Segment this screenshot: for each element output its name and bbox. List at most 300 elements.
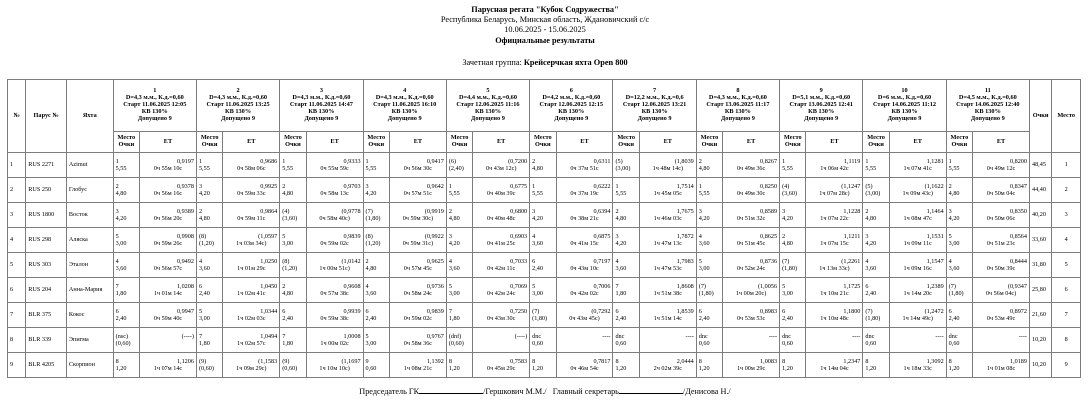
race-et-time: 0ч 43м 10с bbox=[570, 265, 599, 272]
et-header: ET bbox=[639, 132, 696, 153]
total-points: 21,60 bbox=[1029, 303, 1051, 328]
race-et bbox=[473, 278, 530, 303]
race-header-line4: Допущено 9 bbox=[221, 114, 256, 122]
race-et-coef: 0,9703 bbox=[343, 182, 361, 190]
race-place-points bbox=[446, 278, 472, 303]
table-row bbox=[8, 253, 1081, 278]
race-et-time: 0ч 43м 12с) bbox=[485, 165, 517, 172]
race-et bbox=[973, 278, 1030, 303]
race-place: 7 bbox=[448, 307, 452, 315]
race-points: 1,20 bbox=[532, 365, 543, 372]
race-header-line2: Старт 13.06.2025 11:17 bbox=[706, 101, 770, 109]
race-et-time: 1ч 07м 22с bbox=[820, 215, 849, 222]
race-place: 2 bbox=[448, 207, 452, 215]
race-et-coef: 0,9378 bbox=[176, 182, 194, 190]
race-points: (3,00) bbox=[865, 190, 881, 197]
race-et-time: 1ч 46м 03с bbox=[653, 215, 682, 222]
race-et bbox=[639, 353, 696, 378]
race-place: 5 bbox=[948, 232, 952, 240]
race-et-coef: 1,7514 bbox=[676, 182, 694, 190]
race-et-time bbox=[642, 340, 694, 347]
race-et-coef: 0,8267 bbox=[760, 157, 778, 165]
race-et-time: 1ч 03м 34с) bbox=[236, 240, 267, 247]
race-place-points bbox=[363, 178, 389, 203]
race-points: 2,40 bbox=[365, 315, 377, 322]
col-no-header: № bbox=[8, 80, 26, 153]
place-points-header: Место Очки bbox=[613, 132, 639, 153]
total-points: 31,80 bbox=[1029, 253, 1051, 278]
race-place: 5 bbox=[782, 282, 786, 290]
race-et-time: 0ч 37м 51с bbox=[570, 165, 599, 172]
race-place-points bbox=[946, 353, 972, 378]
race-et-time bbox=[475, 340, 527, 347]
race-place: 3 bbox=[448, 232, 452, 240]
race-et-coef: 1,0344 bbox=[260, 307, 278, 315]
total-points: 25,80 bbox=[1029, 278, 1051, 303]
race-et-coef: 0,9736 bbox=[426, 282, 444, 290]
race-header-line2: Старт 13.06.2025 12:41 bbox=[789, 101, 853, 109]
race-place-points bbox=[696, 328, 722, 353]
race-et bbox=[140, 178, 197, 203]
race-et-time: 0ч 42м 24с bbox=[487, 290, 516, 297]
place-points-header: Место Очки bbox=[780, 132, 806, 153]
race-points: 0,60 bbox=[948, 340, 960, 347]
yacht-name: Эпигма bbox=[66, 328, 113, 353]
race-place: (8) bbox=[198, 232, 207, 240]
race-place: 2 bbox=[365, 257, 369, 265]
race-points: 4,80 bbox=[115, 190, 127, 197]
race-place-points bbox=[446, 153, 472, 178]
race-et-coef: ---- bbox=[935, 332, 944, 340]
race-et-coef: 1,1281 bbox=[926, 157, 944, 165]
race-place-points bbox=[446, 203, 472, 228]
race-et-time: 0ч 55м 10с bbox=[153, 165, 183, 172]
race-header-num: 9 bbox=[819, 87, 823, 95]
race-points: 2,40 bbox=[698, 315, 710, 322]
race-et-time: 1ч 10м 21с bbox=[820, 290, 849, 297]
race-place: 1 bbox=[698, 182, 702, 190]
race-points: 3,00 bbox=[448, 290, 460, 297]
table-row bbox=[8, 328, 1081, 353]
race-et-time bbox=[725, 340, 777, 347]
race-et-coef: 1,8539 bbox=[676, 307, 694, 315]
race-points: 2,40 bbox=[615, 315, 627, 322]
race-points: (1,80) bbox=[365, 215, 381, 222]
race-place-points bbox=[863, 328, 889, 353]
document-header bbox=[0, 5, 1090, 46]
race-place: 3 bbox=[948, 207, 952, 215]
race-et-coef: 0,7006 bbox=[593, 282, 611, 290]
race-place-points bbox=[196, 303, 222, 328]
total-points: 10,20 bbox=[1029, 328, 1051, 353]
race-place-points bbox=[613, 228, 639, 253]
race-et-coef: 1,2347 bbox=[843, 357, 861, 365]
race-et-time: 1ч 01м 08с bbox=[986, 365, 1016, 372]
yacht-name: Скорпион bbox=[66, 353, 113, 378]
row-number: 4 bbox=[8, 228, 26, 253]
place-points-header: Место Очки bbox=[530, 132, 556, 153]
race-place-points bbox=[780, 228, 806, 253]
race-et-time: 0ч 57м 38с bbox=[320, 290, 349, 297]
race-et bbox=[306, 178, 363, 203]
race-et-time: 0ч 56м 20с bbox=[153, 215, 183, 222]
race-place-points bbox=[530, 278, 556, 303]
race-header-line1: D=6 м.м., К.д.=0,60 bbox=[877, 94, 932, 102]
race-points: 4,20 bbox=[448, 240, 460, 247]
race-points: (1,80) bbox=[698, 290, 714, 297]
race-et-time: 0ч 58м 40с) bbox=[319, 215, 350, 222]
race-et bbox=[140, 203, 197, 228]
race-points: 4,80 bbox=[615, 215, 627, 222]
race-et-time: 0ч 49м 12с bbox=[986, 165, 1016, 172]
race-et bbox=[223, 228, 280, 253]
race-et-coef: 0,8444 bbox=[1009, 257, 1027, 265]
race-place: 5 bbox=[365, 332, 369, 340]
race-place: dnc bbox=[782, 332, 791, 340]
race-et-time bbox=[892, 340, 944, 347]
race-et-coef: (1,1247 bbox=[841, 182, 861, 190]
race-et bbox=[889, 353, 946, 378]
scoring-group-label: Зачетная группа: bbox=[462, 58, 522, 67]
race-et bbox=[140, 153, 197, 178]
race-points: (1,80) bbox=[865, 315, 881, 322]
yacht-name: Azimut bbox=[66, 153, 113, 178]
race-et bbox=[889, 228, 946, 253]
race-place: 4 bbox=[532, 232, 536, 240]
race-place-points bbox=[280, 178, 306, 203]
sail-number: RUS 303 bbox=[26, 253, 67, 278]
race-place-points bbox=[780, 278, 806, 303]
regatta-dates: 10.06.2025 - 15.06.2025 bbox=[504, 25, 586, 35]
race-et-coef: (0,9778 bbox=[341, 207, 361, 215]
race-points: 4,20 bbox=[782, 215, 793, 222]
race-header-line4: Допущено 9 bbox=[970, 114, 1005, 122]
race-et-time: 1ч 48м 14с) bbox=[652, 165, 684, 172]
sail-number: RUS 298 bbox=[26, 228, 67, 253]
race-points: 4,80 bbox=[282, 290, 294, 297]
race-et-coef: (0,7292 bbox=[591, 307, 611, 315]
race-points: 3,60 bbox=[448, 265, 460, 272]
et-header: ET bbox=[806, 132, 863, 153]
race-place-points bbox=[530, 228, 556, 253]
race-et bbox=[389, 328, 446, 353]
race-et-time: 0ч 59м 33с bbox=[237, 190, 266, 197]
race-place-points bbox=[363, 353, 389, 378]
race-et-time: 1ч 01м 14с bbox=[153, 290, 183, 297]
race-et-coef: ---- bbox=[602, 332, 611, 340]
race-place: (nsc) bbox=[115, 332, 129, 340]
race-place-points bbox=[780, 328, 806, 353]
race-et-coef: (1,8039 bbox=[674, 157, 694, 165]
race-et-time: 0ч 50м 39с bbox=[986, 265, 1016, 272]
race-place-points bbox=[696, 278, 722, 303]
race-header-line1: D=5,1 м.м., К.д.=0,60 bbox=[792, 94, 851, 102]
race-et-coef: 0,6394 bbox=[593, 207, 611, 215]
total-points: 33,60 bbox=[1029, 228, 1051, 253]
race-points: (1,80) bbox=[782, 265, 798, 272]
race-place-points bbox=[363, 228, 389, 253]
race-place-points bbox=[446, 228, 472, 253]
race-et-time: 1ч 51м 14с bbox=[653, 315, 682, 322]
race-place-points bbox=[613, 303, 639, 328]
race-et-time: 0ч 46м 54с bbox=[570, 365, 599, 372]
race-et bbox=[639, 228, 696, 253]
race-header-num: 10 bbox=[901, 87, 908, 95]
race-place-points bbox=[863, 203, 889, 228]
race-place-points bbox=[613, 353, 639, 378]
race-points: (0,60) bbox=[198, 365, 214, 372]
race-points: 4,20 bbox=[365, 190, 377, 197]
race-et-coef: ---- bbox=[1018, 332, 1027, 340]
race-place-points bbox=[446, 253, 472, 278]
race-et bbox=[556, 253, 613, 278]
race-et-time: 1ч 00м 02с bbox=[320, 340, 349, 347]
race-et bbox=[806, 203, 863, 228]
race-points: 2,40 bbox=[782, 315, 793, 322]
race-points: 1,20 bbox=[448, 365, 460, 372]
race-et-time: 0ч 40м 39с bbox=[487, 190, 516, 197]
race-header-line1: D=4,3 м.м., К.д.=0,60 bbox=[125, 94, 184, 102]
race-place-points bbox=[113, 253, 139, 278]
yacht-name: Анна-Мария bbox=[66, 278, 113, 303]
race-place: 1 bbox=[115, 157, 119, 165]
race-et-coef: (1,2261 bbox=[841, 257, 861, 265]
row-number: 6 bbox=[8, 278, 26, 303]
race-place-points bbox=[363, 203, 389, 228]
race-place: 1 bbox=[282, 157, 286, 165]
race-points: 1,80 bbox=[115, 290, 127, 297]
race-header-line1: D=4,4 м.м., К.д.=0,60 bbox=[459, 94, 517, 102]
race-place: 1 bbox=[448, 182, 452, 190]
race-place-points bbox=[946, 178, 972, 203]
race-points: 4,20 bbox=[948, 215, 960, 222]
race-et bbox=[806, 278, 863, 303]
race-place-points bbox=[113, 178, 139, 203]
race-place-points bbox=[530, 253, 556, 278]
race-et-coef: 0,9608 bbox=[343, 282, 361, 290]
race-header-7 bbox=[613, 80, 696, 132]
race-points: 5,55 bbox=[782, 165, 793, 172]
place-points-header: Место Очки bbox=[696, 132, 722, 153]
race-et-coef: 0,7250 bbox=[510, 307, 528, 315]
race-et bbox=[556, 178, 613, 203]
race-et-time: 0ч 38м 21с bbox=[570, 215, 599, 222]
chairman-name: /Гершкович М.М./ bbox=[483, 387, 547, 396]
race-et-time: 1ч 45м 05с bbox=[653, 190, 682, 197]
race-place: 8 bbox=[782, 357, 786, 365]
race-points: (0,60) bbox=[448, 340, 464, 347]
race-et bbox=[473, 328, 530, 353]
final-place: 4 bbox=[1052, 228, 1081, 253]
race-header-line3: КВ 130% bbox=[724, 107, 751, 115]
race-et-time: 0ч 59м 31с) bbox=[402, 240, 434, 247]
race-header-num: 7 bbox=[653, 87, 657, 95]
race-et-time: 0ч 58м 36с bbox=[403, 340, 433, 347]
race-et-time: 1ч 13м 33с) bbox=[819, 265, 850, 272]
race-header-line2: Старт 11.06.2025 13:25 bbox=[206, 101, 270, 109]
race-place: 7 bbox=[198, 332, 203, 340]
final-place: 1 bbox=[1052, 153, 1081, 178]
table-row bbox=[8, 228, 1081, 253]
yacht-name: Кокос bbox=[66, 303, 113, 328]
race-points: 4,20 bbox=[532, 215, 543, 222]
race-et-time: 0ч 51м 32с bbox=[736, 215, 766, 222]
race-place: (7) bbox=[865, 307, 873, 315]
race-et bbox=[389, 178, 446, 203]
race-et-coef: 0,7197 bbox=[593, 257, 611, 265]
results-table bbox=[7, 79, 1081, 378]
total-points: 48,45 bbox=[1029, 153, 1051, 178]
secretary-name: /Денисова Н./ bbox=[682, 387, 731, 396]
race-place-points bbox=[280, 203, 306, 228]
race-et bbox=[639, 253, 696, 278]
race-points: 0,60 bbox=[782, 340, 793, 347]
race-et-coef: 0,9864 bbox=[260, 207, 278, 215]
race-et-coef: 0,7583 bbox=[510, 357, 528, 365]
race-et bbox=[473, 253, 530, 278]
regatta-title: Парусная регата "Кубок Содружества" bbox=[471, 5, 619, 14]
race-place-points bbox=[196, 153, 222, 178]
race-place-points bbox=[613, 153, 639, 178]
race-et-coef: 1,1228 bbox=[843, 207, 861, 215]
race-et-coef: 0,9939 bbox=[343, 307, 361, 315]
chairman-signature-line bbox=[419, 387, 483, 394]
race-points: (0,60) bbox=[115, 340, 131, 347]
race-et-coef: 0,9908 bbox=[176, 232, 194, 240]
race-et-time: 0ч 56м 57с bbox=[153, 265, 183, 272]
race-et-time: 1ч 18м 33с bbox=[903, 365, 932, 372]
race-place: 4 bbox=[865, 257, 869, 265]
race-et-time: 0ч 49м 30с bbox=[736, 190, 766, 197]
race-place-points bbox=[113, 203, 139, 228]
race-et-coef: 0,8347 bbox=[1009, 182, 1027, 190]
table-row bbox=[8, 153, 1081, 178]
race-place-points bbox=[363, 303, 389, 328]
race-place-points bbox=[280, 328, 306, 353]
race-et-coef: 0,7817 bbox=[593, 357, 611, 365]
race-place-points bbox=[280, 303, 306, 328]
race-et bbox=[889, 253, 946, 278]
race-et bbox=[389, 153, 446, 178]
race-et-time: 0ч 43м 45с) bbox=[569, 315, 600, 322]
race-et bbox=[806, 353, 863, 378]
race-et-coef: 0,6875 bbox=[593, 232, 611, 240]
race-points: (0,60) bbox=[282, 365, 298, 372]
col-yacht-header: Яхта bbox=[66, 80, 113, 153]
race-et-time: 1ч 47м 13с bbox=[653, 240, 682, 247]
race-et-time: 0ч 55м 59с bbox=[320, 165, 349, 172]
race-et-time: 0ч 42м 02с bbox=[570, 290, 599, 297]
race-points: 5,55 bbox=[365, 165, 377, 172]
race-place: 6 bbox=[782, 307, 786, 315]
race-place: 4 bbox=[615, 257, 619, 265]
race-place: 3 bbox=[698, 207, 702, 215]
race-place-points bbox=[780, 153, 806, 178]
col-points-header: Очки bbox=[1029, 80, 1051, 153]
race-et-time: 0ч 53м 49с bbox=[986, 315, 1016, 322]
race-et-time: 0ч 43м 30с bbox=[487, 315, 516, 322]
race-et bbox=[639, 153, 696, 178]
race-place-points bbox=[113, 353, 139, 378]
race-et bbox=[306, 328, 363, 353]
place-points-header: Место Очки bbox=[446, 132, 472, 153]
race-et-time: 1ч 07м 28с) bbox=[819, 190, 850, 197]
race-points: 3,00 bbox=[198, 315, 210, 322]
race-et-time: 1ч 51м 38с bbox=[653, 290, 682, 297]
race-points: 1,20 bbox=[948, 365, 960, 372]
place-points-header: Место Очки bbox=[946, 132, 972, 153]
race-place: 8 bbox=[865, 357, 869, 365]
race-et-time: 1ч 09м 11с bbox=[903, 240, 932, 247]
place-points-header: Место Очки bbox=[363, 132, 389, 153]
race-et bbox=[639, 278, 696, 303]
race-place-points bbox=[863, 253, 889, 278]
race-et-coef: 0,7033 bbox=[510, 257, 528, 265]
race-et-coef: (0,9919 bbox=[424, 207, 444, 215]
race-place-points bbox=[446, 328, 472, 353]
race-et-coef: 1,8608 bbox=[676, 282, 694, 290]
race-place: (9) bbox=[282, 357, 290, 365]
race-et-coef: 0,9197 bbox=[176, 157, 194, 165]
race-et-time: 0ч 37м 19с bbox=[570, 190, 599, 197]
race-et bbox=[973, 353, 1030, 378]
race-place-points bbox=[113, 153, 139, 178]
race-et-coef: 0,9333 bbox=[343, 157, 361, 165]
race-place: (5) bbox=[865, 182, 873, 190]
race-place: 7 bbox=[115, 282, 119, 290]
race-et-coef: 1,7983 bbox=[676, 257, 694, 265]
race-place-points bbox=[196, 203, 222, 228]
race-et-time: 1ч 07м 15с bbox=[820, 240, 849, 247]
race-et-coef: (1,0597 bbox=[258, 232, 278, 240]
race-place: (dnf) bbox=[448, 332, 462, 340]
race-place: 2 bbox=[782, 232, 786, 240]
race-et-coef: (1,0142 bbox=[341, 257, 361, 265]
race-place-points bbox=[946, 328, 972, 353]
race-et-coef: 0,9492 bbox=[176, 257, 194, 265]
race-header-num: 4 bbox=[403, 87, 407, 95]
race-points: 0,60 bbox=[865, 340, 877, 347]
race-et bbox=[140, 303, 197, 328]
race-et bbox=[806, 253, 863, 278]
race-points: 2,40 bbox=[115, 315, 127, 322]
race-et-coef: 0,6775 bbox=[510, 182, 528, 190]
race-points: 3,00 bbox=[365, 340, 377, 347]
race-et-coef: (1,1583 bbox=[258, 357, 278, 365]
race-et bbox=[223, 353, 280, 378]
race-et bbox=[806, 228, 863, 253]
place-points-header: Место Очки bbox=[863, 132, 889, 153]
race-points: 5,55 bbox=[115, 165, 127, 172]
race-et bbox=[223, 178, 280, 203]
race-place-points bbox=[696, 203, 722, 228]
sub-header-row bbox=[8, 132, 1081, 153]
race-et bbox=[473, 303, 530, 328]
race-place: 4 bbox=[365, 282, 369, 290]
race-points: 4,20 bbox=[115, 215, 127, 222]
race-et-coef: 1,1211 bbox=[843, 232, 861, 240]
race-place-points bbox=[280, 228, 306, 253]
race-et bbox=[806, 178, 863, 203]
race-et-time: 1ч 00м 51с) bbox=[319, 265, 350, 272]
race-et-time: 0ч 59м 26с bbox=[153, 240, 183, 247]
race-et bbox=[639, 203, 696, 228]
race-points: 3,00 bbox=[948, 240, 960, 247]
race-et bbox=[306, 228, 363, 253]
race-et-coef: 1,0450 bbox=[260, 282, 278, 290]
race-place: 6 bbox=[198, 282, 203, 290]
race-et-time: 1ч 08м 47с bbox=[903, 215, 932, 222]
